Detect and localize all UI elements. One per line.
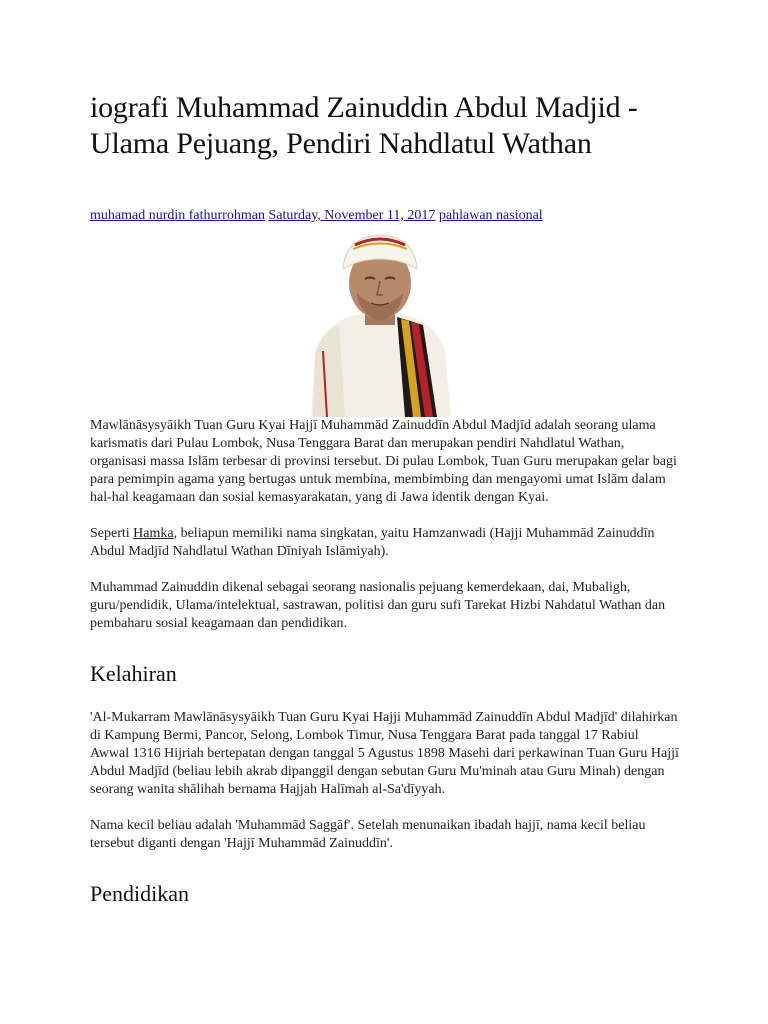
post-meta [90,207,680,225]
date-link[interactable]: Saturday, November 11, 2017 [268,208,436,223]
author-link[interactable]: muhamad nurdin fathurrohman [90,208,265,223]
intro-paragraph-2 [90,525,680,561]
intro-p2-before: Seperti [90,526,134,541]
portrait-illustration [305,233,455,417]
kelahiran-paragraph-2: Nama kecil beliau adalah 'Muhammād Saggāf'. Setelah menunaikan ibadah hajjī, nama kecil beliau tersebut diganti dengan 'Hajjī Muhammād Zainuddīn'. [90,818,646,851]
portrait-image [305,233,455,417]
article [90,90,680,907]
hamka-link[interactable]: Hamka [133,526,174,541]
intro-paragraph-1: Mawlānāsysyāikh Tuan Guru Kyai Hajjī Muhammād Zainuddīn Abdul Madjīd adalah seorang ulama karismatis dari Pulau Lombok, Nusa Tenggara Barat dan merupakan pendiri Nahdlatul Wathan, organisasi massa Islām terbesar di provinsi tersebut. Di pulau Lombok, Tuan Guru merupakan gelar bagi para pemimpin agama yang bertugas untuk membina, membimbing dan mengayomi umat Islām dalam hal-hal keagamaan dan sosial kemasyarakatan, yang di Jawa identik dengan Kyai. [90,418,677,505]
label-link[interactable]: pahlawan nasional [438,208,543,223]
article-title: iografi Muhammad Zainuddin Abdul Madjid - Ulama Pejuang, Pendiri Nahdlatul Wathan [90,91,638,160]
heading-kelahiran: Kelahiran [90,661,177,686]
kelahiran-paragraph-1: 'Al-Mukarram Mawlānāsysyāikh Tuan Guru Kyai Hajji Muhammād Zainuddīn Abdul Madjīd' dilahirkan di Kampung Bermi, Pancor, Selong, Lombok Timur, Nusa Tenggara Barat pada tanggal 17 Rabiul Awwal 1316 Hijriah bertepatan dengan tanggal 5 Agustus 1898 Masehi dari perkawinan Tuan Guru Hajjī Abdul Madjīd (beliau lebih akrab dipanggil dengan sebutan Guru Mu'minah atau Guru Minah) dengan seorang wanita shālihah bernama Hajjah Halīmah al-Sa'dīyyah. [90,710,679,797]
heading-pendidikan: Pendidikan [90,881,189,906]
intro-paragraph-3: Muhammad Zainuddin dikenal sebagai seorang nasionalis pejuang kemerdekaan, dai, Mubaligh, guru/pendidik, Ulama/intelektual, sastrawan, politisi dan guru sufi Tarekat Hizbi Nahdatul Wathan dan pembaharu sosial keagamaan dan pendidikan. [90,580,666,631]
intro-p2-after: , beliapun memiliki nama singkatan, yaitu Hamzanwadi (Hajji Muhammād Zainuddīn Abdul Madjīd Nahdlatul Wathan Dīniyah Islāmiyah). [90,526,655,559]
